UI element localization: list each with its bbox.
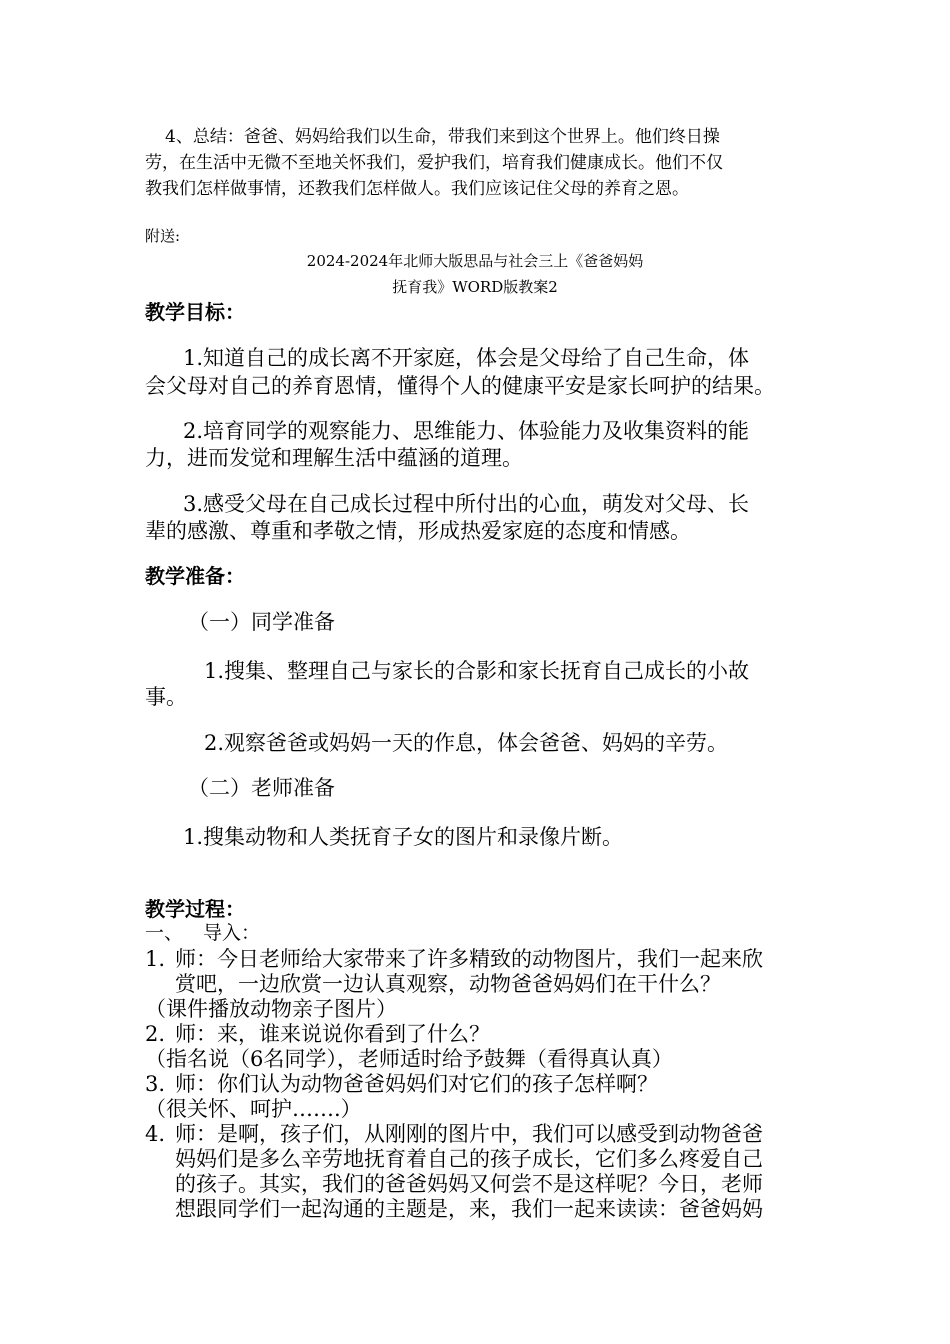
item-1-text: 师：今日老师给大家带来了许多精致的动物图片，我们一起来欣 xyxy=(175,947,763,971)
item-4-line-3: 的孩子。其实，我们的爸爸妈妈又何尝不是这样呢？今日，老师 xyxy=(175,1172,763,1196)
intro-number: 一、 xyxy=(145,922,184,944)
teacher-prep-heading: （二）老师准备 xyxy=(188,776,335,800)
item-3-text: 师：你们认为动物爸爸妈妈们对它们的孩子怎样啊？ xyxy=(175,1072,658,1096)
item-1-line-1 xyxy=(145,945,763,973)
student-prep-1-line-1: 1.搜集、整理自己与家长的合影和家长抚育自己成长的小故 xyxy=(204,659,750,683)
item-2-note: （指名说（6名同学），老师适时给予鼓舞（看得真认真） xyxy=(145,1047,673,1071)
item-1-line-2: 赏吧，一边欣赏一边认真观察，动物爸爸妈妈们在干什么？ xyxy=(175,972,721,996)
appendix-label: 附送: xyxy=(145,227,181,245)
item-2-text: 师：来，谁来说说你看到了什么？ xyxy=(175,1022,490,1046)
process-heading: 教学过程： xyxy=(145,897,245,921)
goals-heading: 教学目标： xyxy=(145,300,245,324)
item-2-line-1 xyxy=(145,1020,490,1048)
item-2-number: 2. xyxy=(145,1022,166,1046)
goal-2-line-2: 力，进而发觉和理解生活中蕴涵的道理。 xyxy=(145,446,523,470)
goal-3-line-1: 3.感受父母在自己成长过程中所付出的心血，萌发对父母、长 xyxy=(183,492,750,516)
item-3-number: 3. xyxy=(145,1072,166,1096)
item-3-note: （很关怀、呵护…….） xyxy=(145,1097,362,1121)
item-4-text: 师：是啊，孩子们，从刚刚的图片中，我们可以感受到动物爸爸 xyxy=(175,1122,763,1146)
student-prep-heading: （一）同学准备 xyxy=(188,610,335,634)
item-3-line-1 xyxy=(145,1070,658,1098)
prep-heading: 教学准备： xyxy=(145,564,245,588)
doc-title-line-2: 抚育我》WORD版教案2 xyxy=(392,278,558,296)
item-4-line-4: 想跟同学们一起沟通的主题是，来，我们一起来读读：爸爸妈妈 xyxy=(175,1197,763,1221)
item-4-line-2: 妈妈们是多么辛劳地抚育着自己的孩子成长，它们多么疼爱自己 xyxy=(175,1147,763,1171)
intro-line xyxy=(145,920,260,946)
goal-1-line-2: 会父母对自己的养育恩情，懂得个人的健康平安是家长呵护的结果。 xyxy=(145,374,775,398)
goal-1-line-1: 1.知道自己的成长离不开家庭，体会是父母给了自己生命，体 xyxy=(183,346,750,370)
student-prep-1-line-2: 事。 xyxy=(145,685,187,709)
doc-title-line-1: 2024-2024年北师大版思品与社会三上《爸爸妈妈 xyxy=(306,252,644,270)
student-prep-2: 2.观察爸爸或妈妈一天的作息，体会爸爸、妈妈的辛劳。 xyxy=(204,731,729,755)
teacher-prep-1: 1.搜集动物和人类抚育子女的图片和录像片断。 xyxy=(183,825,624,849)
summary-line-2: 劳，在生活中无微不至地关怀我们，爱护我们，培育我们健康成长。他们不仅 xyxy=(145,153,723,173)
summary-line-1: 4、总结：爸爸、妈妈给我们以生命，带我们来到这个世界上。他们终日操 xyxy=(165,127,720,147)
summary-line-3: 教我们怎样做事情，还教我们怎样做人。我们应该记住父母的养育之恩。 xyxy=(145,179,689,199)
intro-label: 导入： xyxy=(203,922,261,944)
goal-3-line-2: 辈的感激、尊重和孝敬之情，形成热爱家庭的态度和情感。 xyxy=(145,519,691,543)
item-1-note: （课件播放动物亲子图片） xyxy=(145,997,397,1021)
item-4-line-1 xyxy=(145,1120,763,1148)
goal-2-line-1: 2.培育同学的观察能力、思维能力、体验能力及收集资料的能 xyxy=(183,419,750,443)
item-1-number: 1. xyxy=(145,947,166,971)
item-4-number: 4. xyxy=(145,1122,166,1146)
